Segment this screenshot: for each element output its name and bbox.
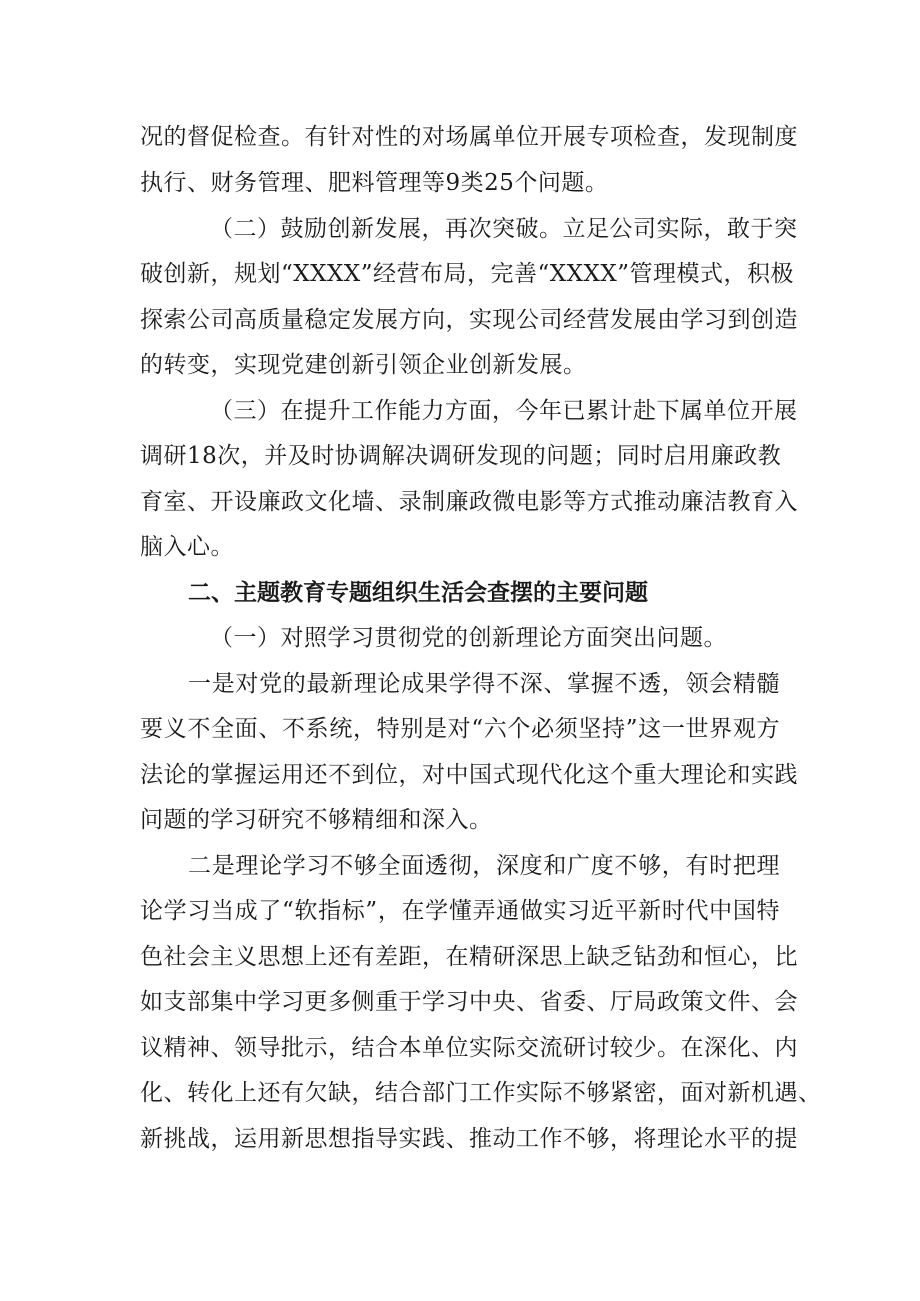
body-line: 论学习当成了“软指标”，在学懂弄通做实习近平新时代中国特 [140,898,780,924]
body-line: 调研18次，并及时协调解决调研发现的问题；同时启用廉政教 [140,443,782,469]
body-line: 化、转化上还有欠缺，结合部门工作实际不够紧密，面对新机遇、 [140,1080,822,1106]
body-line: 的转变，实现党建创新引领企业创新发展。 [140,352,587,378]
body-line: 破创新，规划“XXXX”经营布局，完善“XXXX”管理模式，积极 [140,261,795,287]
body-line: 新挑战，运用新思想指导实践、推动工作不够，将理论水平的提 [140,1126,798,1152]
body-line: 如支部集中学习更多侧重于学习中央、省委、厅局政策文件、会 [140,989,798,1015]
body-line: 脑入心。 [140,534,234,560]
body-line: 执行、财务管理、肥料管理等9类25个问题。 [140,170,609,196]
section-subheading-line: （三）在提升工作能力方面，今年已累计赴下属单位开展 [210,398,798,424]
body-line: 况的督促检查。有针对性的对场属单位开展专项检查，发现制度 [140,124,798,150]
section-heading: 二、主题教育专题组织生活会查摆的主要问题 [188,580,648,606]
body-line: 一是对党的最新理论成果学得不深、掌握不透，领会精髓 [188,671,780,697]
body-line: 育室、开设廉政文化墙、录制廉政微电影等方式推动廉洁教育入 [140,489,798,515]
body-line: 议精神、领导批示，结合本单位实际交流研讨较少。在深化、内 [140,1035,798,1061]
body-line: 探索公司高质量稳定发展方向，实现公司经营发展由学习到创造 [140,307,798,333]
section-subheading-line: （一）对照学习贯彻党的创新理论方面突出问题。 [210,625,727,651]
body-line: 二是理论学习不够全面透彻，深度和广度不够，有时把理 [188,853,780,879]
body-line: 要义不全面、不系统，特别是对“六个必须坚持”这一世界观方 [140,716,780,742]
body-line: 问题的学习研究不够精细和深入。 [140,807,493,833]
body-line: 法论的掌握运用还不到位，对中国式现代化这个重大理论和实践 [140,762,798,788]
section-subheading-line: （二）鼓励创新发展，再次突破。立足公司实际，敢于突 [210,216,798,242]
body-line: 色社会主义思想上还有差距，在精研深思上缺乏钻劲和恒心，比 [140,944,798,970]
